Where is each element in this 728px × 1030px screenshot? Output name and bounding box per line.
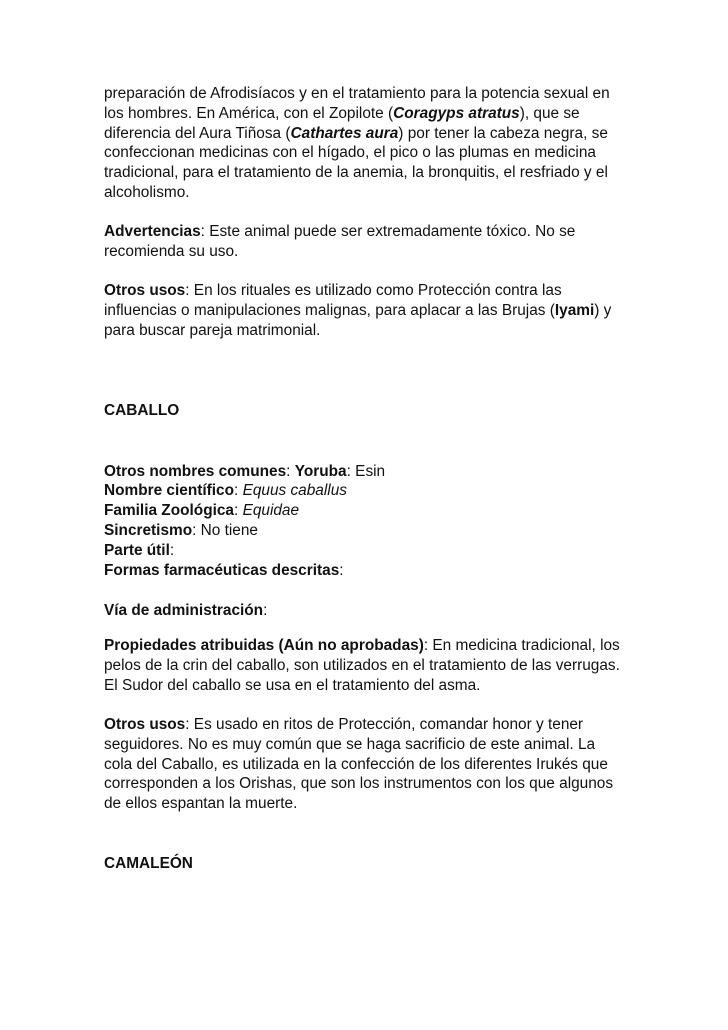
field-sep: :	[234, 482, 243, 500]
field-otros-nombres	[104, 462, 624, 482]
field-label: Familia Zoológica	[104, 502, 234, 520]
field-text: : Es usado en ritos de Protección, comandar honor y tener seguidores. No es muy común que se haga sacrificio de este animal. La cola del Caballo, es utilizada en la confección de los diferentes Irukés que corresponden a los Orishas, que son los instrumentos con los que algunos de ellos espantan la muerte.	[104, 716, 614, 813]
paragraph-otros-usos-caballo	[104, 715, 624, 814]
field-formas	[104, 561, 624, 581]
field-text: : En los rituales es utilizado como Protección contra las influencias o manipulaciones malignas, para aplacar a las Brujas (	[104, 282, 562, 320]
text-span: ) por tener la cabeza negra, se confeccionan medicinas con el hígado, el pico o las plumas en medicina tradicional, para el tratamiento de la anemia, la bronquitis, el resfriado y el alcoholismo.	[104, 124, 608, 201]
species-name: Coragyps atratus	[393, 104, 520, 122]
paragraph-advertencias	[104, 222, 624, 262]
field-familia	[104, 501, 624, 521]
field-value: :	[339, 561, 344, 579]
text-span: ), que se diferencia del Aura Tiñosa (	[104, 104, 580, 142]
field-text: ) y para buscar pareja matrimonial.	[104, 302, 612, 339]
field-label: Parte útil	[104, 541, 170, 559]
section-heading-camaleon: CAMALEÓN	[104, 855, 193, 873]
paragraph-otros-usos	[104, 281, 624, 340]
field-value: : No tiene	[192, 521, 258, 539]
field-label: Nombre científico	[104, 482, 234, 500]
section-heading-caballo: CABALLO	[104, 401, 180, 419]
species-name: Cathartes aura	[290, 124, 399, 142]
field-label: Otros usos	[104, 282, 186, 300]
field-label: Formas farmacéuticas descritas	[104, 561, 340, 579]
caballo-fields	[104, 462, 624, 581]
field-value: : Esin	[346, 462, 386, 480]
field-label: Vía de administración	[104, 602, 264, 620]
field-label: Sincretismo	[104, 521, 193, 539]
field-label: Yoruba	[294, 462, 347, 480]
field-label: Otros nombres comunes	[104, 462, 287, 480]
paragraph-zopilote	[104, 84, 624, 203]
field-label: Advertencias	[104, 223, 201, 241]
field-sep: :	[234, 502, 243, 520]
field-text: : Este animal puede ser extremadamente tóxico. No se recomienda su uso.	[104, 223, 576, 261]
field-text: : En medicina tradicional, los pelos de la crin del caballo, son utilizados en el tratamiento de las verrugas. El Sudor del caballo se usa en el tratamiento del asma.	[104, 637, 620, 694]
field-parte-util	[104, 541, 624, 561]
field-value: :	[169, 541, 175, 559]
paragraph-propiedades	[104, 636, 624, 695]
field-value: :	[263, 602, 268, 620]
field-nombre-cientifico	[104, 481, 624, 501]
field-label: Otros usos	[104, 716, 186, 734]
highlighted-term: Iyami	[554, 302, 595, 320]
document-page	[104, 84, 624, 874]
field-value: Equus caballus	[242, 482, 347, 500]
text-span: preparación de Afrodisíacos y en el tratamiento para la potencia sexual en los hombres. En América, con el Zopilote (	[104, 85, 610, 122]
field-sincretismo	[104, 521, 624, 541]
field-value: Equidae	[242, 502, 300, 520]
field-label: Propiedades atribuidas (Aún no aprobadas)	[104, 637, 424, 655]
field-sep: :	[286, 462, 295, 480]
field-via	[104, 601, 624, 621]
